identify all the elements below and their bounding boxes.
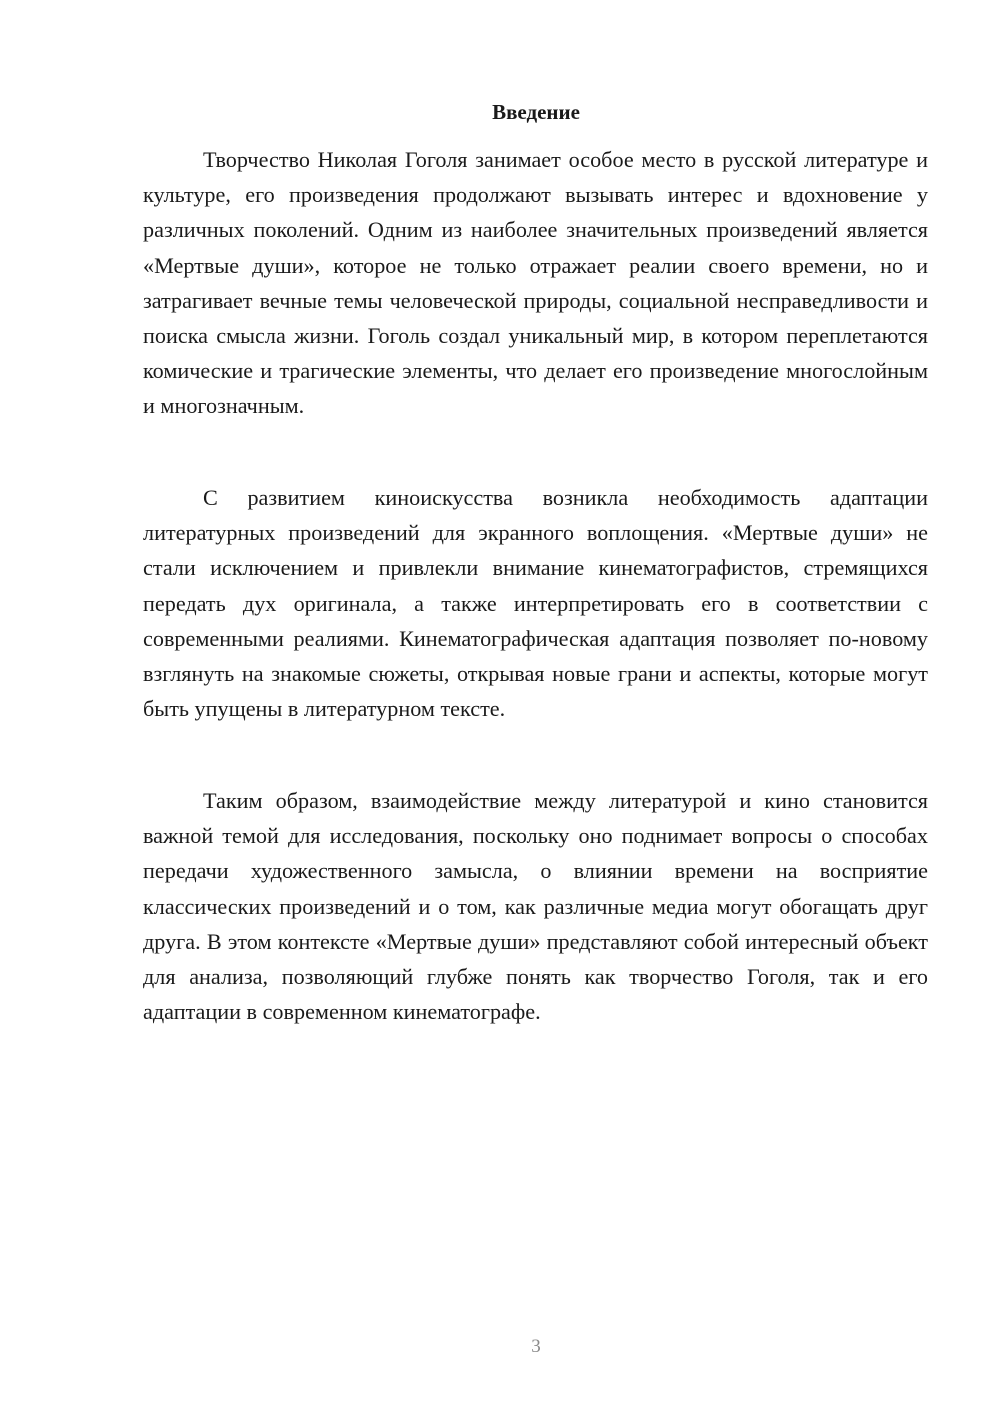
paragraph-2: С развитием киноискусства возникла необходимость адаптации литературных произведений для экранного воплощения. «Мертвые души» не стали исключением и привлекли внимание кинематографистов, стремящихся передать дух оригинала, а также интерпретировать его в соответствии с современными реалиями. Кинематографическая адаптация позволяет по-новому взглянуть на знакомые сюжеты, открывая новые грани и аспекты, которые могут быть упущены в литературном тексте. (143, 485, 928, 722)
paragraph-3: Таким образом, взаимодействие между литературой и кино становится важной темой для исследования, поскольку оно поднимает вопросы о способах передачи художественного замысла, о влиянии времени на восприятие классических произведений и о том, как различные медиа могут обогащать друг друга. В этом контексте «Мертвые души» представляют собой интересный объект для анализа, позволяющий глубже понять как творчество Гоголя, так и его адаптации в современном кинематографе. (143, 788, 928, 1025)
section-heading: Введение (492, 100, 580, 124)
page-number: 3 (531, 1336, 541, 1357)
paragraph-1: Творчество Николая Гоголя занимает особое место в русской литературе и культуре, его произведения продолжают вызывать интерес и вдохновение у различных поколений. Одним из наиболее значительных произведений является «Мертвые души», которое не только отражает реалии своего времени, но и затрагивает вечные темы человеческой природы, социальной несправедливости и поиска смысла жизни. Гоголь создал уникальный мир, в котором переплетаются комические и трагические элементы, что делает его произведение многослойным и многозначным. (143, 147, 928, 419)
